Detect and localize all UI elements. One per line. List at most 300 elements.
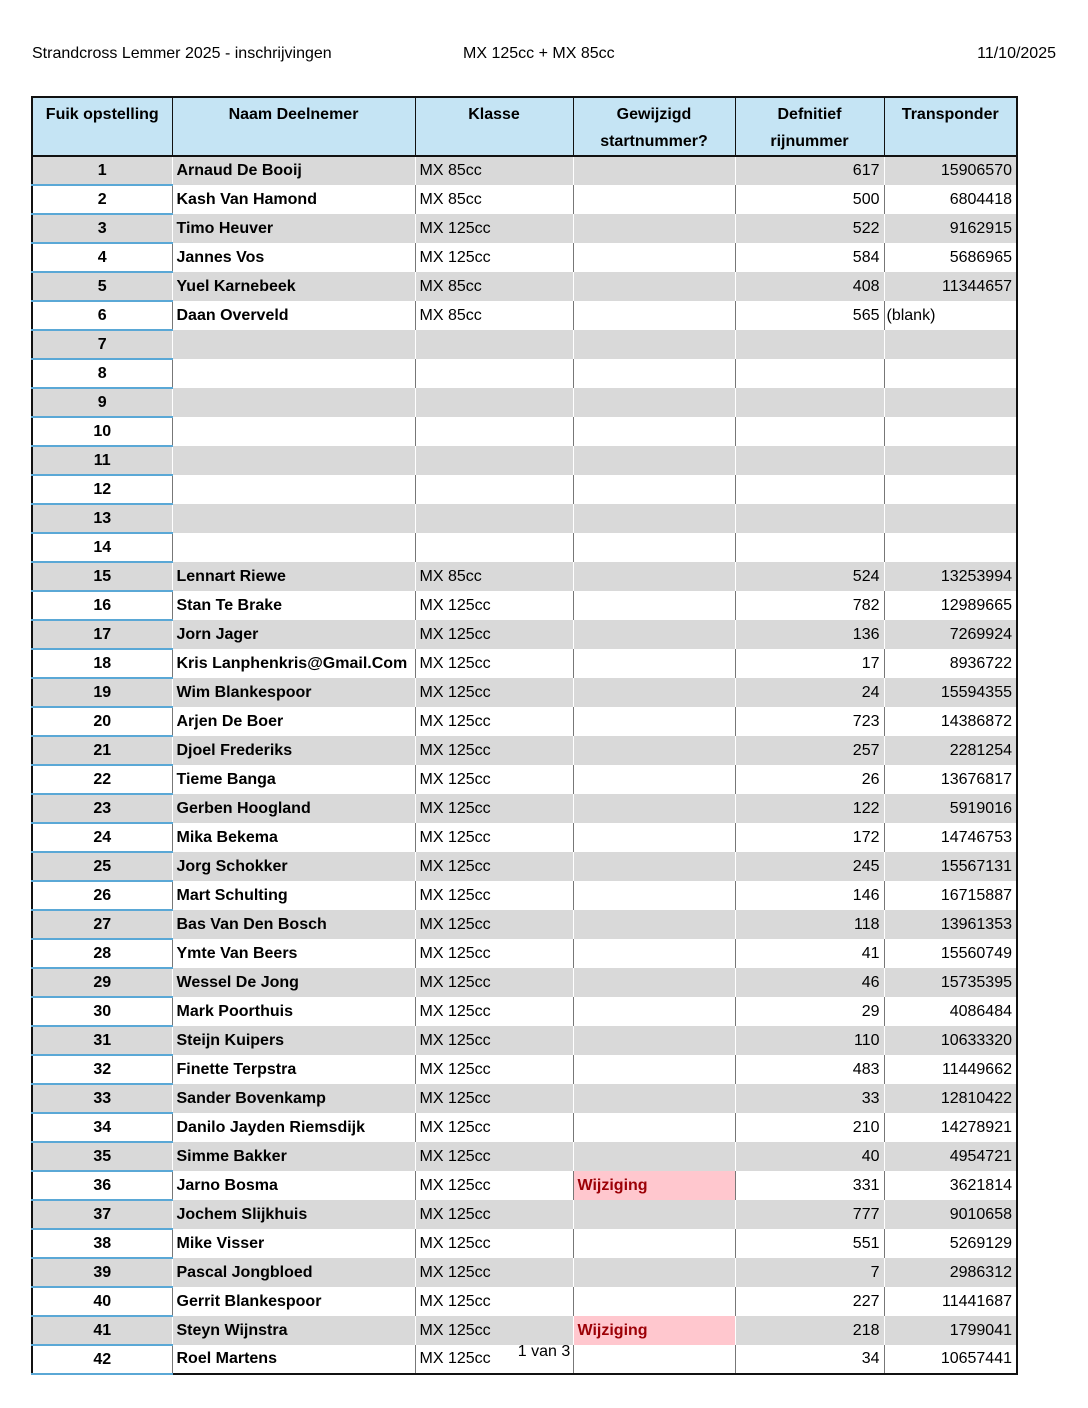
fuik-nr-cell: 40 bbox=[32, 1287, 172, 1316]
klasse-cell: MX 125cc bbox=[415, 1113, 573, 1142]
transponder-cell bbox=[884, 533, 1017, 562]
klasse-cell: MX 125cc bbox=[415, 1142, 573, 1171]
document-date: 11/10/2025 bbox=[977, 45, 1056, 62]
table-row bbox=[32, 649, 1017, 678]
rijnummer-cell: 522 bbox=[735, 214, 884, 243]
page-footer bbox=[0, 1343, 1088, 1361]
klasse-cell: MX 125cc bbox=[415, 1200, 573, 1229]
fuik-nr-cell: 21 bbox=[32, 736, 172, 765]
transponder-cell: 1799041 bbox=[884, 1316, 1017, 1345]
transponder-cell bbox=[884, 475, 1017, 504]
gewijzigd-cell bbox=[573, 330, 735, 359]
transponder-cell: 15735395 bbox=[884, 968, 1017, 997]
gewijzigd-cell bbox=[573, 620, 735, 649]
naam-cell: Jorn Jager bbox=[172, 620, 415, 649]
rijnummer-cell: 331 bbox=[735, 1171, 884, 1200]
klasse-cell: MX 125cc bbox=[415, 1345, 573, 1374]
rijnummer-cell bbox=[735, 504, 884, 533]
rijnummer-cell: 172 bbox=[735, 823, 884, 852]
gewijzigd-cell bbox=[573, 1258, 735, 1287]
transponder-cell: 11441687 bbox=[884, 1287, 1017, 1316]
naam-cell: Wim Blankespoor bbox=[172, 678, 415, 707]
rijnummer-cell: 110 bbox=[735, 1026, 884, 1055]
table-row bbox=[32, 794, 1017, 823]
rijnummer-cell: 41 bbox=[735, 939, 884, 968]
klasse-cell: MX 125cc bbox=[415, 997, 573, 1026]
gewijzigd-cell bbox=[573, 417, 735, 446]
klasse-cell: MX 125cc bbox=[415, 1026, 573, 1055]
fuik-nr-cell: 24 bbox=[32, 823, 172, 852]
naam-cell bbox=[172, 504, 415, 533]
naam-cell: Kris Lanphenkris@Gmail.Com bbox=[172, 649, 415, 678]
gewijzigd-cell bbox=[573, 1200, 735, 1229]
transponder-cell: 13961353 bbox=[884, 910, 1017, 939]
fuik-nr-cell: 36 bbox=[32, 1171, 172, 1200]
gewijzigd-cell bbox=[573, 185, 735, 214]
gewijzigd-cell bbox=[573, 214, 735, 243]
fuik-nr-cell: 16 bbox=[32, 591, 172, 620]
klasse-cell: MX 125cc bbox=[415, 1084, 573, 1113]
naam-cell bbox=[172, 330, 415, 359]
header-line: Gewijzigd bbox=[616, 106, 692, 123]
gewijzigd-cell bbox=[573, 678, 735, 707]
transponder-cell: 4086484 bbox=[884, 997, 1017, 1026]
naam-cell: Mika Bekema bbox=[172, 823, 415, 852]
transponder-cell: 3621814 bbox=[884, 1171, 1017, 1200]
klasse-cell: MX 85cc bbox=[415, 301, 573, 330]
transponder-cell: 13676817 bbox=[884, 765, 1017, 794]
rijnummer-cell: 777 bbox=[735, 1200, 884, 1229]
gewijzigd-cell bbox=[573, 359, 735, 388]
naam-cell: Gerben Hoogland bbox=[172, 794, 415, 823]
gewijzigd-cell bbox=[573, 1084, 735, 1113]
table-row bbox=[32, 504, 1017, 533]
transponder-cell: (blank) bbox=[884, 301, 1017, 330]
transponder-cell: 11344657 bbox=[884, 272, 1017, 301]
transponder-cell: 14386872 bbox=[884, 707, 1017, 736]
table-row bbox=[32, 330, 1017, 359]
transponder-cell: 9010658 bbox=[884, 1200, 1017, 1229]
column-header-fuik-opstelling: Fuik opstelling bbox=[32, 97, 172, 156]
rijnummer-cell: 29 bbox=[735, 997, 884, 1026]
transponder-cell: 10657441 bbox=[884, 1345, 1017, 1374]
wijziging-badge: Wijziging bbox=[573, 1171, 735, 1200]
naam-cell: Jarno Bosma bbox=[172, 1171, 415, 1200]
table-row bbox=[32, 1055, 1017, 1084]
transponder-cell: 16715887 bbox=[884, 881, 1017, 910]
fuik-nr-cell: 41 bbox=[32, 1316, 172, 1345]
rijnummer-cell: 40 bbox=[735, 1142, 884, 1171]
table-body bbox=[32, 156, 1017, 1374]
gewijzigd-cell bbox=[573, 649, 735, 678]
klasse-cell: MX 125cc bbox=[415, 968, 573, 997]
fuik-nr-cell: 30 bbox=[32, 997, 172, 1026]
klasse-cell bbox=[415, 504, 573, 533]
naam-cell: Ymte Van Beers bbox=[172, 939, 415, 968]
klasse-cell: MX 125cc bbox=[415, 881, 573, 910]
rijnummer-cell: 118 bbox=[735, 910, 884, 939]
table-row bbox=[32, 243, 1017, 272]
registrations-table bbox=[31, 96, 1018, 1375]
naam-cell bbox=[172, 475, 415, 504]
transponder-cell: 5919016 bbox=[884, 794, 1017, 823]
klasse-cell bbox=[415, 330, 573, 359]
rijnummer-cell: 257 bbox=[735, 736, 884, 765]
rijnummer-cell: 483 bbox=[735, 1055, 884, 1084]
fuik-nr-cell: 39 bbox=[32, 1258, 172, 1287]
fuik-nr-cell: 17 bbox=[32, 620, 172, 649]
document-subtitle: MX 125cc + MX 85cc bbox=[463, 45, 615, 62]
fuik-nr-cell: 12 bbox=[32, 475, 172, 504]
table-row bbox=[32, 562, 1017, 591]
table-row bbox=[32, 1200, 1017, 1229]
table-row bbox=[32, 852, 1017, 881]
fuik-nr-cell: 37 bbox=[32, 1200, 172, 1229]
klasse-cell: MX 125cc bbox=[415, 620, 573, 649]
klasse-cell: MX 125cc bbox=[415, 823, 573, 852]
rijnummer-cell: 24 bbox=[735, 678, 884, 707]
gewijzigd-cell bbox=[573, 968, 735, 997]
naam-cell: Jannes Vos bbox=[172, 243, 415, 272]
gewijzigd-cell bbox=[573, 562, 735, 591]
gewijzigd-cell bbox=[573, 852, 735, 881]
gewijzigd-cell bbox=[573, 1142, 735, 1171]
fuik-nr-cell: 1 bbox=[32, 156, 172, 185]
fuik-nr-cell: 19 bbox=[32, 678, 172, 707]
rijnummer-cell: 210 bbox=[735, 1113, 884, 1142]
table-row bbox=[32, 707, 1017, 736]
fuik-nr-cell: 3 bbox=[32, 214, 172, 243]
klasse-cell: MX 125cc bbox=[415, 1171, 573, 1200]
klasse-cell: MX 125cc bbox=[415, 591, 573, 620]
table-row bbox=[32, 997, 1017, 1026]
naam-cell: Gerrit Blankespoor bbox=[172, 1287, 415, 1316]
klasse-cell: MX 125cc bbox=[415, 678, 573, 707]
header-line: Defnitief bbox=[777, 106, 842, 123]
page-header bbox=[32, 45, 1056, 67]
transponder-cell: 2986312 bbox=[884, 1258, 1017, 1287]
rijnummer-cell bbox=[735, 359, 884, 388]
table-row bbox=[32, 1026, 1017, 1055]
naam-cell: Timo Heuver bbox=[172, 214, 415, 243]
naam-cell: Steyn Wijnstra bbox=[172, 1316, 415, 1345]
rijnummer-cell bbox=[735, 417, 884, 446]
gewijzigd-cell bbox=[573, 388, 735, 417]
gewijzigd-cell bbox=[573, 475, 735, 504]
klasse-cell: MX 125cc bbox=[415, 1055, 573, 1084]
gewijzigd-cell bbox=[573, 736, 735, 765]
naam-cell bbox=[172, 388, 415, 417]
fuik-nr-cell: 32 bbox=[32, 1055, 172, 1084]
transponder-cell: 13253994 bbox=[884, 562, 1017, 591]
klasse-cell bbox=[415, 533, 573, 562]
table-row bbox=[32, 475, 1017, 504]
naam-cell bbox=[172, 417, 415, 446]
klasse-cell: MX 85cc bbox=[415, 562, 573, 591]
table-row bbox=[32, 910, 1017, 939]
column-header-gewijzigd-startnummer bbox=[573, 97, 735, 156]
table-row bbox=[32, 417, 1017, 446]
rijnummer-cell: 584 bbox=[735, 243, 884, 272]
table-row bbox=[32, 1287, 1017, 1316]
fuik-nr-cell: 10 bbox=[32, 417, 172, 446]
gewijzigd-cell bbox=[573, 794, 735, 823]
transponder-cell: 14746753 bbox=[884, 823, 1017, 852]
rijnummer-cell: 524 bbox=[735, 562, 884, 591]
table-row bbox=[32, 301, 1017, 330]
rijnummer-cell bbox=[735, 533, 884, 562]
klasse-cell: MX 125cc bbox=[415, 1258, 573, 1287]
klasse-cell: MX 125cc bbox=[415, 1287, 573, 1316]
table-row bbox=[32, 388, 1017, 417]
rijnummer-cell bbox=[735, 388, 884, 417]
table-row bbox=[32, 765, 1017, 794]
fuik-nr-cell: 5 bbox=[32, 272, 172, 301]
fuik-nr-cell: 6 bbox=[32, 301, 172, 330]
naam-cell: Jorg Schokker bbox=[172, 852, 415, 881]
klasse-cell: MX 85cc bbox=[415, 272, 573, 301]
fuik-nr-cell: 13 bbox=[32, 504, 172, 533]
rijnummer-cell: 34 bbox=[735, 1345, 884, 1374]
naam-cell: Danilo Jayden Riemsdijk bbox=[172, 1113, 415, 1142]
fuik-nr-cell: 4 bbox=[32, 243, 172, 272]
transponder-cell: 8936722 bbox=[884, 649, 1017, 678]
gewijzigd-cell bbox=[573, 533, 735, 562]
transponder-cell bbox=[884, 388, 1017, 417]
naam-cell: Mike Visser bbox=[172, 1229, 415, 1258]
fuik-nr-cell: 28 bbox=[32, 939, 172, 968]
table-row bbox=[32, 533, 1017, 562]
naam-cell: Jochem Slijkhuis bbox=[172, 1200, 415, 1229]
transponder-cell: 5269129 bbox=[884, 1229, 1017, 1258]
klasse-cell: MX 125cc bbox=[415, 939, 573, 968]
rijnummer-cell: 723 bbox=[735, 707, 884, 736]
gewijzigd-cell bbox=[573, 1113, 735, 1142]
rijnummer-cell: 136 bbox=[735, 620, 884, 649]
naam-cell: Finette Terpstra bbox=[172, 1055, 415, 1084]
naam-cell: Sander Bovenkamp bbox=[172, 1084, 415, 1113]
klasse-cell bbox=[415, 359, 573, 388]
gewijzigd-cell bbox=[573, 765, 735, 794]
naam-cell: Arnaud De Booij bbox=[172, 156, 415, 185]
table-row bbox=[32, 1229, 1017, 1258]
naam-cell: Steijn Kuipers bbox=[172, 1026, 415, 1055]
fuik-nr-cell: 23 bbox=[32, 794, 172, 823]
column-header-naam-deelnemer: Naam Deelnemer bbox=[172, 97, 415, 156]
rijnummer-cell bbox=[735, 446, 884, 475]
page-indicator: 1 van 3 bbox=[517, 1343, 571, 1360]
klasse-cell: MX 125cc bbox=[415, 649, 573, 678]
table-row bbox=[32, 185, 1017, 214]
table-row bbox=[32, 736, 1017, 765]
rijnummer-cell: 227 bbox=[735, 1287, 884, 1316]
transponder-cell: 10633320 bbox=[884, 1026, 1017, 1055]
fuik-nr-cell: 25 bbox=[32, 852, 172, 881]
klasse-cell: MX 125cc bbox=[415, 707, 573, 736]
naam-cell: Daan Overveld bbox=[172, 301, 415, 330]
gewijzigd-cell bbox=[573, 707, 735, 736]
naam-cell: Pascal Jongbloed bbox=[172, 1258, 415, 1287]
rijnummer-cell: 565 bbox=[735, 301, 884, 330]
rijnummer-cell: 408 bbox=[735, 272, 884, 301]
header-line: startnummer? bbox=[600, 133, 708, 150]
klasse-cell: MX 85cc bbox=[415, 185, 573, 214]
rijnummer-cell bbox=[735, 475, 884, 504]
klasse-cell bbox=[415, 417, 573, 446]
rijnummer-cell: 26 bbox=[735, 765, 884, 794]
naam-cell: Wessel De Jong bbox=[172, 968, 415, 997]
klasse-cell bbox=[415, 446, 573, 475]
gewijzigd-cell bbox=[573, 1026, 735, 1055]
table-row bbox=[32, 591, 1017, 620]
gewijzigd-cell bbox=[573, 243, 735, 272]
document-title: Strandcross Lemmer 2025 - inschrijvingen bbox=[32, 45, 332, 62]
table-row bbox=[32, 620, 1017, 649]
gewijzigd-cell bbox=[573, 446, 735, 475]
rijnummer-cell: 7 bbox=[735, 1258, 884, 1287]
naam-cell: Roel Martens bbox=[172, 1345, 415, 1374]
transponder-cell: 9162915 bbox=[884, 214, 1017, 243]
gewijzigd-cell bbox=[573, 591, 735, 620]
klasse-cell: MX 125cc bbox=[415, 765, 573, 794]
gewijzigd-cell bbox=[573, 881, 735, 910]
transponder-cell bbox=[884, 417, 1017, 446]
klasse-cell: MX 125cc bbox=[415, 852, 573, 881]
transponder-cell: 15560749 bbox=[884, 939, 1017, 968]
transponder-cell: 15594355 bbox=[884, 678, 1017, 707]
rijnummer-cell: 122 bbox=[735, 794, 884, 823]
transponder-cell bbox=[884, 504, 1017, 533]
rijnummer-cell: 17 bbox=[735, 649, 884, 678]
wijziging-badge: Wijziging bbox=[573, 1316, 735, 1345]
transponder-cell: 12810422 bbox=[884, 1084, 1017, 1113]
naam-cell: Yuel Karnebeek bbox=[172, 272, 415, 301]
table-row bbox=[32, 678, 1017, 707]
table-header-row bbox=[32, 97, 1017, 156]
table-row bbox=[32, 1142, 1017, 1171]
naam-cell: Bas Van Den Bosch bbox=[172, 910, 415, 939]
gewijzigd-cell bbox=[573, 1229, 735, 1258]
rijnummer-cell: 500 bbox=[735, 185, 884, 214]
transponder-cell: 6804418 bbox=[884, 185, 1017, 214]
transponder-cell bbox=[884, 330, 1017, 359]
table-row bbox=[32, 939, 1017, 968]
table-row bbox=[32, 1171, 1017, 1200]
naam-cell: Tieme Banga bbox=[172, 765, 415, 794]
table-row bbox=[32, 1084, 1017, 1113]
gewijzigd-cell bbox=[573, 301, 735, 330]
gewijzigd-cell bbox=[573, 823, 735, 852]
fuik-nr-cell: 22 bbox=[32, 765, 172, 794]
gewijzigd-cell bbox=[573, 156, 735, 185]
rijnummer-cell: 146 bbox=[735, 881, 884, 910]
transponder-cell: 14278921 bbox=[884, 1113, 1017, 1142]
klasse-cell: MX 125cc bbox=[415, 794, 573, 823]
gewijzigd-cell bbox=[573, 910, 735, 939]
fuik-nr-cell: 7 bbox=[32, 330, 172, 359]
gewijzigd-cell bbox=[573, 939, 735, 968]
klasse-cell: MX 125cc bbox=[415, 214, 573, 243]
fuik-nr-cell: 18 bbox=[32, 649, 172, 678]
fuik-nr-cell: 14 bbox=[32, 533, 172, 562]
rijnummer-cell: 245 bbox=[735, 852, 884, 881]
transponder-cell: 15906570 bbox=[884, 156, 1017, 185]
table-row bbox=[32, 272, 1017, 301]
klasse-cell bbox=[415, 388, 573, 417]
fuik-nr-cell: 33 bbox=[32, 1084, 172, 1113]
table-row bbox=[32, 881, 1017, 910]
transponder-cell: 11449662 bbox=[884, 1055, 1017, 1084]
klasse-cell: MX 125cc bbox=[415, 243, 573, 272]
table-row bbox=[32, 1258, 1017, 1287]
rijnummer-cell: 782 bbox=[735, 591, 884, 620]
rijnummer-cell: 218 bbox=[735, 1316, 884, 1345]
transponder-cell bbox=[884, 359, 1017, 388]
fuik-nr-cell: 2 bbox=[32, 185, 172, 214]
column-header-klasse: Klasse bbox=[415, 97, 573, 156]
klasse-cell: MX 125cc bbox=[415, 736, 573, 765]
transponder-cell: 12989665 bbox=[884, 591, 1017, 620]
naam-cell: Simme Bakker bbox=[172, 1142, 415, 1171]
fuik-nr-cell: 38 bbox=[32, 1229, 172, 1258]
klasse-cell: MX 125cc bbox=[415, 910, 573, 939]
rijnummer-cell: 46 bbox=[735, 968, 884, 997]
table-row bbox=[32, 823, 1017, 852]
transponder-cell: 7269924 bbox=[884, 620, 1017, 649]
fuik-nr-cell: 31 bbox=[32, 1026, 172, 1055]
rijnummer-cell: 33 bbox=[735, 1084, 884, 1113]
table-row bbox=[32, 968, 1017, 997]
naam-cell: Mart Schulting bbox=[172, 881, 415, 910]
column-header-defnitief-rijnummer bbox=[735, 97, 884, 156]
klasse-cell bbox=[415, 475, 573, 504]
gewijzigd-cell bbox=[573, 1055, 735, 1084]
transponder-cell: 15567131 bbox=[884, 852, 1017, 881]
fuik-nr-cell: 34 bbox=[32, 1113, 172, 1142]
fuik-nr-cell: 15 bbox=[32, 562, 172, 591]
gewijzigd-cell bbox=[573, 997, 735, 1026]
transponder-cell: 4954721 bbox=[884, 1142, 1017, 1171]
fuik-nr-cell: 26 bbox=[32, 881, 172, 910]
table-row bbox=[32, 359, 1017, 388]
naam-cell bbox=[172, 533, 415, 562]
header-line: rijnummer bbox=[770, 133, 849, 150]
table-row bbox=[32, 1113, 1017, 1142]
fuik-nr-cell: 11 bbox=[32, 446, 172, 475]
klasse-cell: MX 125cc bbox=[415, 1229, 573, 1258]
naam-cell bbox=[172, 359, 415, 388]
fuik-nr-cell: 8 bbox=[32, 359, 172, 388]
transponder-cell: 5686965 bbox=[884, 243, 1017, 272]
fuik-nr-cell: 35 bbox=[32, 1142, 172, 1171]
fuik-nr-cell: 29 bbox=[32, 968, 172, 997]
naam-cell: Lennart Riewe bbox=[172, 562, 415, 591]
gewijzigd-cell bbox=[573, 504, 735, 533]
fuik-nr-cell: 9 bbox=[32, 388, 172, 417]
rijnummer-cell: 617 bbox=[735, 156, 884, 185]
naam-cell bbox=[172, 446, 415, 475]
gewijzigd-cell bbox=[573, 1287, 735, 1316]
gewijzigd-cell bbox=[573, 272, 735, 301]
transponder-cell bbox=[884, 446, 1017, 475]
klasse-cell: MX 85cc bbox=[415, 156, 573, 185]
column-header-transponder: Transponder bbox=[884, 97, 1017, 156]
table-row bbox=[32, 214, 1017, 243]
fuik-nr-cell: 42 bbox=[32, 1345, 172, 1374]
rijnummer-cell: 551 bbox=[735, 1229, 884, 1258]
table-row bbox=[32, 446, 1017, 475]
naam-cell: Mark Poorthuis bbox=[172, 997, 415, 1026]
